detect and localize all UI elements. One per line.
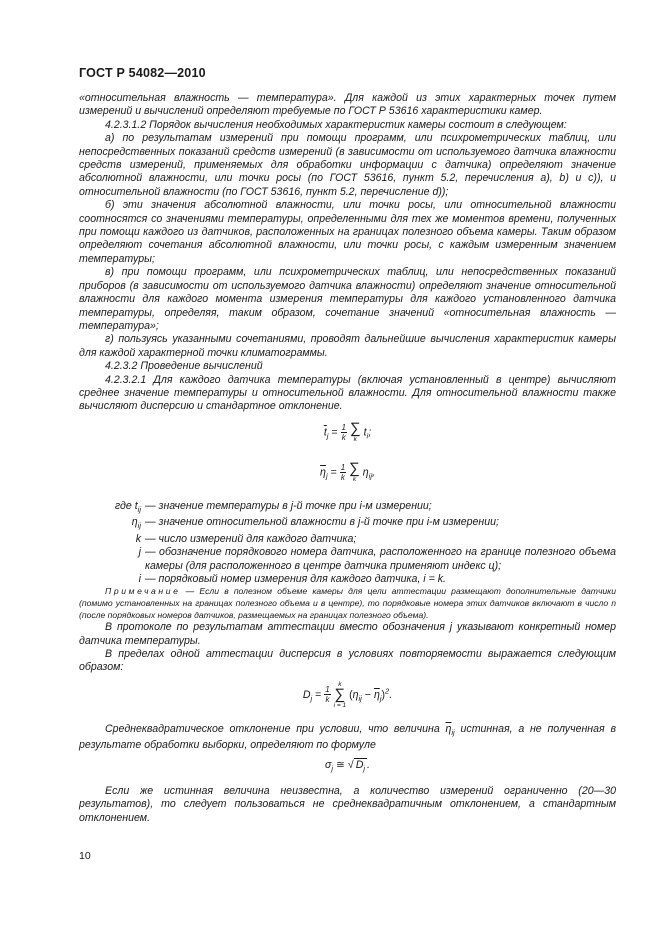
document-body [79,92,616,825]
formula-operator: − [364,688,371,701]
page-number: 10 [79,850,91,862]
formula-symbol: $\overline{t}$ [323,426,327,439]
formula-dispersion [79,681,616,717]
formula-symbol: t [363,426,367,439]
formula-sum [349,419,361,443]
definition-prefix: где [114,499,132,512]
formula-subscript: j [310,693,313,703]
formula-paren: ( [349,688,353,701]
formula-subscript: i [366,431,369,441]
formula-mean-humidity [79,459,616,494]
definition-symbol [79,500,145,517]
fraction-numerator: 1 [325,685,330,695]
radicand [354,758,367,771]
sum-sign: ∑ [349,459,360,477]
formula-symbol: D [355,758,364,771]
formula-punctuation: ; [368,426,372,439]
formula-standard-deviation [79,759,616,785]
paragraph [79,723,616,753]
formula-subscript: j [331,763,334,773]
formula-symbol: σ [325,758,332,771]
formula-punctuation: . [367,758,370,771]
formula-symbol: $\overline{\eta}$ [373,688,380,701]
paragraph-part: истинная, а не полученная в результате обработки выборки, определяют по формуле [79,722,616,752]
paragraph: в) при помощи программ, или психрометрических таблиц, или непосредственных показаний приборов (в зависимости от используемого датчика влажности) определяют значение относительной влажности для каждого момента измерения температуры для каждого установленного датчика температуры, определяя, таким образом, сочетание значений «относительная влажность — температура»; [79,266,616,332]
inline-subscript: ij [451,727,455,737]
formula-operator: ≅ [336,758,345,771]
formula-subscript: j [363,763,366,773]
sum-lower-limit: i = 1 [333,701,347,709]
definition-text: — значение относительной влажности в j-й точке при i-м измерении; [145,516,499,529]
formula-paren: ) [381,688,386,701]
formula-fraction [324,685,330,704]
formula-mean-temperature [79,419,616,452]
radical-sign: √ [347,758,354,771]
formula-subscript: j [325,471,328,481]
symbol-letter: η [131,516,138,529]
formula-symbol: $\overline{\eta}$ [320,466,326,479]
fraction-numerator: 1 [341,422,346,432]
formula-symbol: η [352,688,359,701]
formula-operator: = [331,426,338,439]
paragraph: «относительная влажность — температура». Для каждой из этих характерных точек путем измерений и вычислений определяют требуемые по ГОСТ Р 53616 характеристики камер. [79,92,616,118]
definition-text: — значение температуры в j-й точке при i-м измерении; [145,499,432,512]
sum-upper-limit: k [338,680,342,688]
symbol-subscript: ij [137,504,141,514]
formula-sum [349,459,360,483]
definition-text: — обозначение порядкового номера датчика, расположенного на границе полезного объема камеры (для расположенного в центре датчика применяют индекс ц); [145,546,616,572]
paragraph: В пределах одной аттестации дисперсия в условиях повторяемости выражается следующим образом: [79,648,616,674]
sum-lower-limit: k [353,435,357,443]
formula-fraction [340,463,346,482]
sum-sign: ∑ [334,685,346,703]
note-block [79,586,616,621]
sum-lower-limit: k [352,475,357,483]
formula-subscript: ij [368,471,372,481]
formula-operator: = [315,688,322,701]
formula-punctuation: . [389,688,393,701]
formula-fraction [341,423,347,442]
formula-subscript: j [379,693,382,703]
definition-symbol [79,516,145,533]
definition-row [79,546,616,573]
definition-row [79,573,616,586]
formula-subscript: j [326,431,329,441]
note-text: — Если в полезном объеме камеры для цели аттестации размещают дополнительные датчики (помимо установленных на границах полезного объема и в центре), то порядковые номера этих датчиков включают в число n (после порядковых номеров датчиков, размещаемых на границах полезного объема). [79,586,617,620]
symbol-letter: t [134,499,138,512]
section-heading: 4.2.3.2 Проведение вычислений [105,360,263,373]
fraction-denominator: k [325,695,330,705]
formula-punctuation: , [372,466,375,479]
formula-subscript: ij [358,693,362,703]
inline-symbol: $\overline{\eta}$ [445,722,452,735]
fraction-numerator: 1 [340,462,346,472]
definition-symbol [79,546,145,573]
formula-symbol: D [302,688,311,701]
formula-operator: = [330,466,337,479]
definition-row [79,533,616,546]
definition-row [79,516,616,533]
definition-symbol [79,533,145,546]
definition-text: — число измерений для каждого датчика; [145,532,357,545]
symbol-letter: j [138,546,141,559]
note-label: Примечание [105,586,181,597]
paragraph: б) эти значения абсолютной влажности, или точки росы, или относительной влажности соотносятся со значениями температуры, определенными для тех же моментов времени, полученных при помощи каждого из датчиков, расположенных на границах полезного объема камеры. Таким образом определяют сочетания абсолютной влажности, или точки росы, с каждым измеренным значением температуры; [79,199,616,265]
document-header: ГОСТ Р 54082—2010 [79,66,206,80]
definition-text: — порядковый номер измерения для каждого датчика, i = k. [145,573,446,585]
fraction-denominator: k [341,432,346,442]
paragraph: Если же истинная величина неизвестна, а количество измерений ограниченно (20—30 результатов), то следует пользоваться не среднеквадратичным отклонением, а стандартным отклонением. [79,784,616,824]
definition-row [79,500,616,517]
paragraph-part: Среднеквадратическое отклонение при условии, что величина [105,722,440,735]
paragraph: а) по результатам измерений при помощи программ, или психрометрических таблиц, или непосредственных показаний средств измерений (в зависимости от используемого датчика влажности средств измерений, применяемых для обработки информации с датчика) определяют значение абсолютной влажности, или точки росы (по ГОСТ 53616, пункт 5.2, перечисления а), b) и c)), и относительной влажности (по ГОСТ 53616, пункт 5.2, перечисление d)); [79,132,616,198]
paragraph: 4.2.3.1.2 Порядок вычисления необходимых характеристик камеры состоит в следующем: [105,118,567,131]
symbol-letter: i [138,573,141,585]
formula-sum [334,681,346,709]
symbol-definitions [79,500,616,587]
formula-symbol: η [362,466,369,479]
sum-sign: ∑ [349,419,361,437]
paragraph: 4.2.3.2.1 Для каждого датчика температуры (включая установленный в центре) вычисляют среднее значение температуры и относительной влажности. Для относительной влажности также вычисляют дисперсию и стандартное отклонение. [79,373,616,413]
symbol-subscript: ij [137,521,141,531]
definition-symbol [79,573,145,586]
symbol-letter: k [135,532,141,545]
paragraph: В протоколе по результатам аттестации вместо обозначения j указывают конкретный номер датчика температуры. [79,621,616,647]
paragraph: г) пользуясь указанными сочетаниями, проводят дальнейшие вычисления характеристик камеры для каждой характерной точки климатограммы. [79,333,616,359]
fraction-denominator: k [340,472,345,482]
formula-exponent: 2 [385,686,390,696]
